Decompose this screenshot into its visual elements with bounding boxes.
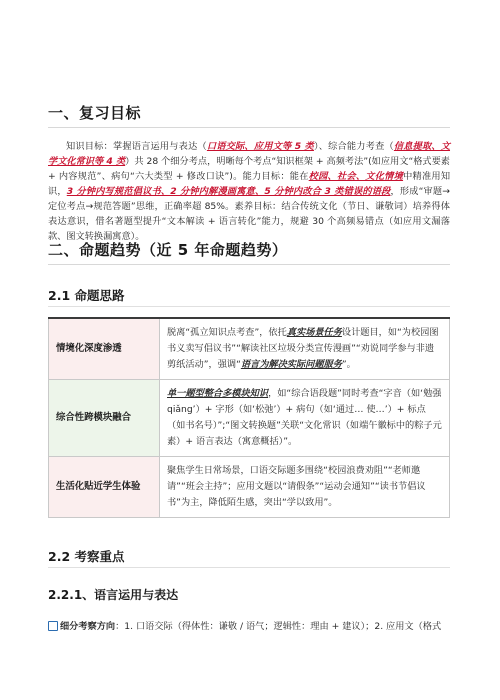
text-span: 中精准用知识，: [48, 171, 451, 197]
subheading-divider: [48, 306, 450, 307]
highlight-text: 校园、社会、文化情境: [308, 171, 404, 182]
checkbox-icon[interactable]: [48, 621, 58, 631]
subheading-divider: [48, 567, 450, 568]
detail-text: ：1. 口语交际（得体性：谦敬 / 语气；逻辑性：理由 + 建议）；2. 应用文（格式: [115, 621, 442, 632]
text-span: ，形成“审题→定位考点→规范答题”思维，正确率超 85%。素养目标：结合传统文化（节日、谦敬词）培养得体表达意识，借名著题型提升“文本解读 + 语言转化”能力，规避 30 个高频易错点（如应用文漏落款、图文转换漏寓意）。: [48, 186, 451, 242]
row-label: 生活化贴近学生体验: [49, 457, 160, 518]
subsection-heading-ideas: 2.1 命题思路: [48, 288, 125, 303]
row-content: 聚焦学生日常场景，口语交际题多围绕“校园浪费劝阻”“老师邀请”“班会主持”；应用文题以“请假条”“运动会通知”“读书节倡议书”为主，降低陌生感，突出“学以致用”。: [160, 457, 450, 518]
detail-line: [48, 619, 452, 634]
text-span: 脱离“孤立知识点考查”，依托: [167, 327, 287, 338]
heading-divider: [48, 127, 450, 128]
heading-divider: [48, 264, 450, 265]
highlight-text: 信息提取、文学文化常识等 4 类: [48, 141, 451, 167]
text-span: 设计题目，如“为校园图书义卖写倡议书”“解读社区垃圾分类宣传漫画”“劝说同学参与非遗剪纸活动”，强调“: [167, 327, 439, 370]
text-span: 知识目标：掌握语言运用与表达（: [66, 141, 207, 152]
emphasis-text: 单一题型整合多模块知识: [167, 388, 269, 399]
highlight-text: 3 分钟内写规范倡议书、2 分钟内解漫画寓意、5 分钟内改合 3 类错误的语段: [66, 186, 391, 197]
detail-label: 细分考察方向: [60, 621, 116, 632]
row-content: [160, 380, 450, 457]
section-heading-review-goals: 一、复习目标: [48, 104, 142, 122]
emphasis-text: 真实场景任务: [286, 327, 342, 338]
text-span: ”。: [341, 359, 356, 370]
text-span: ）、综合能力考查（: [313, 141, 394, 152]
table-row: [49, 318, 450, 380]
row-content: [160, 318, 450, 380]
emphasis-text: 语言为解决实际问题服务: [240, 359, 342, 370]
subsubsection-heading-language: 2.2.1、语言运用与表达: [48, 588, 179, 602]
trend-table: [48, 317, 450, 518]
table-row: [49, 380, 450, 457]
text-span: ）共 28 个细分考点，明晰每个考点“知识框架 + 高频考法”(如应用文“格式要素 + 内容规范”、病句“六大类型 + 修改口诀”)。能力目标：能在: [48, 156, 450, 182]
row-label: 综合性跨模块融合: [49, 380, 160, 457]
table-row: [49, 457, 450, 518]
subsection-heading-focus: 2.2 考察重点: [48, 549, 125, 564]
review-goals-paragraph: [48, 139, 450, 244]
highlight-text: 口语交际、应用文等 5 类: [206, 141, 314, 152]
section-heading-trends: 二、命题趋势（近 5 年命题趋势）: [48, 241, 288, 259]
text-span: ，如“综合语段题”同时考查“字音（如‘勉强 qiǎng’）+ 字形（如‘松弛’）+ 病句（如‘通过… 使…’）+ 标点（如书名号）”;“图文转换题”关联“文化常识（如端午徽标中的粽子元素）+ 语言表达（寓意概括）”。: [167, 388, 442, 447]
row-label: 情境化深度渗透: [49, 318, 160, 380]
